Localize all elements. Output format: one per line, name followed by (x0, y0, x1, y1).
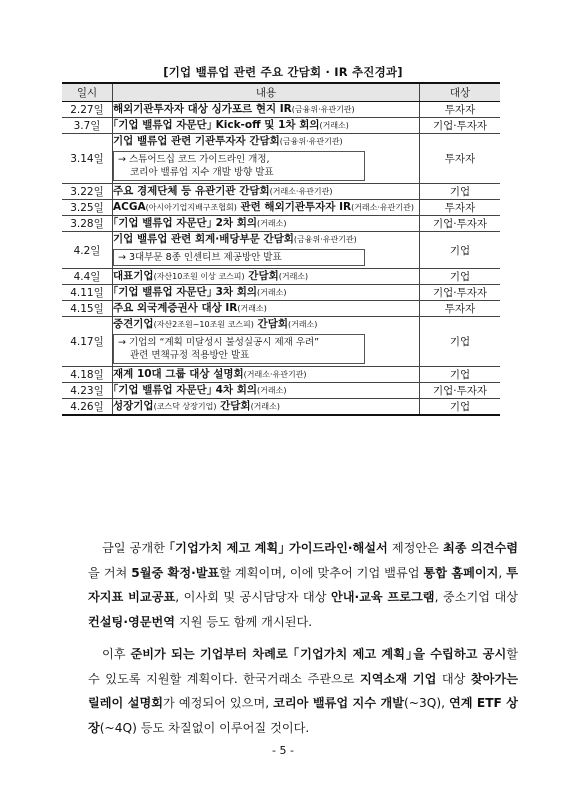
row-main-cont: 관련 해외기관투자자 IR (236, 201, 352, 213)
table-row (62, 301, 500, 317)
row-detail: (거래소·유관기관) (351, 203, 414, 212)
header-content: 내용 (113, 83, 420, 102)
row-main-cont: 간담회 (253, 318, 288, 330)
row-target: 기업·투자자 (420, 118, 501, 134)
row-detail: (거래소) (237, 304, 267, 313)
table-row (62, 102, 500, 118)
row-note-line: 관련 면책규정 적용방안 발표 (130, 350, 250, 361)
row-target: 기업 (420, 184, 501, 200)
row-main: ｢기업 밸류업 자문단｣ 4차 회의 (113, 384, 258, 396)
para2-text: 가 예정되어 있으며, (163, 696, 274, 710)
para2-text: 대상 (436, 671, 471, 686)
table-row (62, 118, 500, 134)
para1-bold: 통합 홈페이지 (423, 565, 499, 580)
table-row (62, 367, 500, 383)
row-detail: (거래소·유관기관) (269, 187, 333, 196)
row-date: 4.11일 (62, 285, 113, 301)
table-header-row (62, 83, 500, 102)
para2-text: 할 수 있도록 지원할 계획이다. 한국거래소 주관으로 (88, 647, 519, 686)
page-number: - 5 - (272, 744, 294, 757)
paragraph-1 (88, 536, 518, 634)
row-date: 4.18일 (62, 367, 113, 383)
table-row (62, 317, 500, 367)
row-detail: (거래소) (287, 320, 318, 329)
row-target: 기업·투자자 (420, 216, 501, 232)
row-main: 재계 10대 그룹 대상 설명회 (113, 368, 244, 380)
para1-text: , (498, 565, 507, 580)
para2-text: (~3Q), (404, 696, 449, 710)
row-note-line: → 스튜어드십 코드 가이드라인 개정, (118, 154, 270, 165)
para1-bold: 안내·교육 프로그램 (330, 590, 435, 604)
row-main-small: (자산2조원~10조원 코스피) (153, 320, 254, 329)
row-detail: (거래소) (257, 219, 287, 228)
row-content (113, 102, 420, 118)
row-main: ｢기업 밸류업 자문단｣ 3차 회의 (113, 286, 258, 298)
row-main-cont: 간담회 (216, 400, 251, 412)
row-main-cont: 간담회 (244, 270, 279, 282)
paragraph-2 (88, 642, 518, 740)
row-main: 주요 경제단체 등 유관기관 간담회 (113, 185, 270, 197)
row-target: 기업 (420, 367, 501, 383)
row-main: 대표기업 (113, 270, 154, 282)
para1-bold: 최종 의견수렴 (442, 541, 518, 555)
para2-bold: 연계 ETF 상장 (88, 696, 518, 735)
row-content (113, 317, 420, 367)
row-content (113, 285, 420, 301)
row-main: 해외기관투자자 대상 싱가포르 현지 IR (113, 103, 292, 115)
table-row (62, 216, 500, 232)
para1-text: , 중소기업 대상 (434, 590, 519, 604)
row-note-box (113, 249, 365, 266)
table-title: [기업 밸류업 관련 주요 간담회 · IR 추진경과] (163, 65, 403, 79)
para1-bold: 컨설팅·영문번역 (88, 614, 176, 629)
row-target: 기업·투자자 (420, 285, 501, 301)
row-main: ｢기업 밸류업 자문단｣ 2차 회의 (113, 217, 258, 229)
para1-text: , 이사회 및 공시담당자 대상 (175, 590, 331, 604)
para1-bold: 5월중 확정·발표 (131, 565, 220, 580)
row-content (113, 118, 420, 134)
row-target: 투자자 (420, 301, 501, 317)
row-detail: (금융위·유관기관) (293, 235, 357, 244)
row-note-line: 코리아 밸류업 지수 개발 방향 발표 (130, 167, 274, 178)
para1-text: 금일 공개한 (102, 541, 169, 555)
row-target: 기업·투자자 (420, 383, 501, 399)
row-note-line: → 기업의 “계획 미달성시 불성실공시 제재 우려” (118, 337, 320, 348)
row-date: 4.17일 (62, 317, 113, 367)
row-detail: (거래소) (250, 402, 280, 411)
table-row (62, 134, 500, 184)
schedule-table (62, 82, 500, 416)
row-main-small: (자산10조원 이상 코스피) (153, 272, 245, 281)
row-main: 주요 외국계증권사 대상 IR (113, 302, 238, 314)
row-note-line: → 3대부문 8종 인센티브 제공방안 발표 (118, 252, 282, 263)
para2-bold: 지역소재 기업 (360, 671, 437, 686)
row-date: 3.7일 (62, 118, 113, 134)
para1-text: 제정안은 (387, 541, 443, 555)
row-detail: (거래소) (319, 121, 349, 130)
row-detail: (거래소) (257, 386, 287, 395)
row-target: 기업 (420, 269, 501, 285)
row-detail: (거래소·유관기관) (243, 370, 307, 379)
para1-text: 을 거쳐 (88, 565, 132, 580)
row-content (113, 134, 420, 184)
row-main: ACGA (113, 201, 146, 213)
row-content (113, 200, 420, 216)
row-main: 기업 밸류업 관련 회계·배당부문 간담회 (113, 233, 294, 245)
table-row (62, 184, 500, 200)
row-date: 3.28일 (62, 216, 113, 232)
para1-text: 지원 등도 함께 개시된다. (175, 614, 313, 629)
para2-bold: 코리아 밸류업 지수 개발 (273, 696, 404, 710)
header-target: 대상 (420, 83, 501, 102)
row-main: 중견기업 (113, 318, 154, 330)
row-detail: (거래소) (278, 272, 309, 281)
row-content (113, 269, 420, 285)
para2-text: 이후 (102, 647, 131, 661)
row-content (113, 301, 420, 317)
row-main: 성장기업 (113, 400, 154, 412)
row-date: 4.15일 (62, 301, 113, 317)
table-row (62, 399, 500, 416)
row-date: 3.25일 (62, 200, 113, 216)
row-content (113, 216, 420, 232)
row-content (113, 383, 420, 399)
para2-bold: 준비가 되는 기업부터 차례로 ｢기업가치 제고 계획｣을 수립하고 공시 (130, 647, 507, 661)
row-note-box (113, 151, 365, 181)
row-content (113, 399, 420, 416)
row-detail: (거래소) (257, 288, 287, 297)
table-row (62, 269, 500, 285)
para1-bold: 투자지표 비교공표 (88, 565, 519, 604)
table-row (62, 285, 500, 301)
row-target: 기업 (420, 399, 501, 416)
row-main-small: (코스닥 상장기업) (153, 402, 217, 411)
header-date: 일시 (62, 83, 113, 102)
row-target: 기업 (420, 232, 501, 269)
row-target: 투자자 (420, 134, 501, 184)
para2-bold: 찾아가는 릴레이 설명회 (88, 671, 518, 710)
table-row (62, 200, 500, 216)
row-target: 투자자 (420, 200, 501, 216)
row-content (113, 232, 420, 269)
row-date: 4.23일 (62, 383, 113, 399)
row-target: 기업 (420, 317, 501, 367)
row-date: 4.26일 (62, 399, 113, 416)
para1-text: 할 계획이며, 이에 맞추어 기업 밸류업 (219, 565, 424, 580)
row-date: 4.2일 (62, 232, 113, 269)
row-date: 4.4일 (62, 269, 113, 285)
row-detail: (금융위·유관기관) (279, 137, 343, 146)
row-main-small: (아시아기업지배구조협회) (145, 203, 237, 212)
row-note-box (113, 334, 365, 364)
row-main: 기업 밸류업 관련 기관투자자 간담회 (113, 135, 280, 147)
row-date: 2.27일 (62, 102, 113, 118)
row-date: 3.22일 (62, 184, 113, 200)
row-content (113, 367, 420, 383)
row-date: 3.14일 (62, 134, 113, 184)
row-main: ｢기업 밸류업 자문단｣ Kick-off 및 1차 회의 (113, 119, 320, 131)
row-content (113, 184, 420, 200)
para1-bold: ｢기업가치 제고 계획｣ 가이드라인·해설서 (168, 541, 388, 555)
row-detail: (금융위·유관기관) (291, 105, 355, 114)
table-row (62, 232, 500, 269)
row-target: 투자자 (420, 102, 501, 118)
para2-text: (~4Q) 등도 차질없이 이루어질 것이다. (99, 720, 310, 735)
table-row (62, 383, 500, 399)
